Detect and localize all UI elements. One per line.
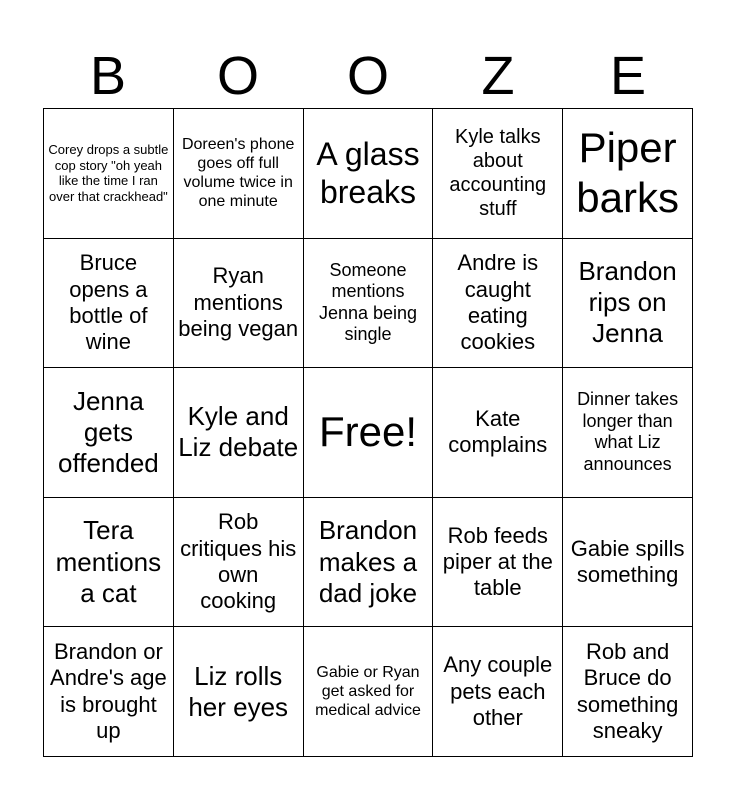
cell-text: Tera mentions a cat [55,515,162,608]
cell-text: Kyle and Liz debate [178,401,299,463]
cell-text: Gabie spills something [570,535,685,588]
bingo-cell[interactable] [433,498,563,628]
header-letter-e: E [609,46,647,106]
bingo-cell[interactable] [433,368,563,498]
cell-text: Doreen's phone goes off full volume twice in one minute [181,135,295,211]
cell-text: Bruce opens a bottle of wine [69,250,148,355]
bingo-cell[interactable] [174,498,304,628]
cell-text: Corey drops a subtle cop story "oh yeah like the time I ran over that crackhead" [48,142,169,204]
bingo-cell[interactable] [563,239,693,369]
header-letter-z: Z [481,46,515,106]
cell-text: Liz rolls her eyes [188,660,289,722]
cell-text: Gabie or Ryan get asked for medical advice [315,663,421,720]
cell-text: Brandon rips on Jenna [578,256,677,349]
bingo-grid [43,108,693,757]
bingo-cell[interactable] [563,368,693,498]
bingo-cell[interactable] [304,109,434,239]
bingo-cell[interactable] [563,109,693,239]
cell-text: Any couple pets each other [443,652,553,730]
cell-text: Piper barks [576,123,679,222]
bingo-cell[interactable] [44,239,174,369]
bingo-cell[interactable] [304,627,434,757]
cell-text: Brandon or Andre's age is brought up [50,638,167,744]
bingo-cell[interactable] [44,627,174,757]
cell-text: Free! [318,408,417,456]
cell-text: Rob feeds piper at the table [442,522,553,601]
cell-text: Jenna gets offended [58,385,159,479]
bingo-cell[interactable] [433,109,563,239]
cell-text: Rob and Bruce do something sneaky [576,638,679,744]
cell-text: Dinner takes longer than what Liz announces [577,389,679,475]
cell-text: Ryan mentions being vegan [178,263,299,342]
header-letter-o1: O [216,46,259,106]
free-space-cell[interactable] [304,368,434,498]
bingo-cell[interactable] [174,239,304,369]
cell-text: Someone mentions Jenna being single [318,259,418,345]
bingo-cell[interactable] [44,109,174,239]
bingo-cell[interactable] [563,627,693,757]
cell-text: A glass breaks [316,135,420,211]
header-letter-b: B [89,46,127,106]
cell-text: Andre is caught eating cookies [457,250,539,355]
cell-text: Rob critiques his own cooking [180,509,297,614]
bingo-cell[interactable] [304,239,434,369]
bingo-cell[interactable] [563,498,693,628]
bingo-cell[interactable] [304,498,434,628]
bingo-cell[interactable] [433,239,563,369]
cell-text: Brandon makes a dad joke [318,515,418,608]
bingo-cell[interactable] [174,109,304,239]
bingo-cell[interactable] [174,627,304,757]
header-letter-o2: O [346,46,389,106]
bingo-cell[interactable] [44,368,174,498]
bingo-cell[interactable] [433,627,563,757]
bingo-cell[interactable] [44,498,174,628]
cell-text: Kate complains [448,406,548,458]
cell-text: Kyle talks about accounting stuff [449,126,547,221]
bingo-header [43,44,693,108]
bingo-cell[interactable] [174,368,304,498]
